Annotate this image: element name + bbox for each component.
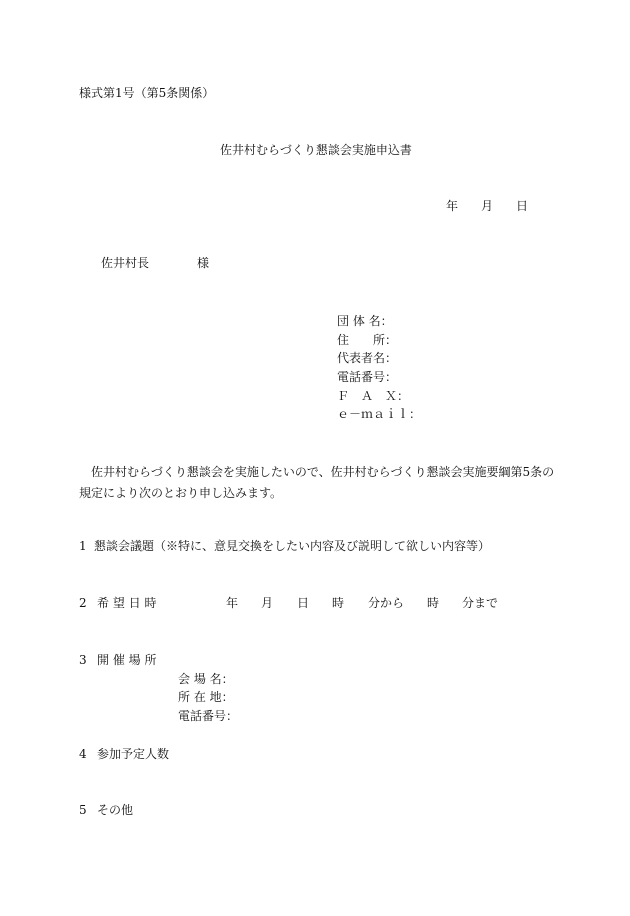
item2-minute-to-label: 分まで: [462, 596, 499, 610]
item2-day-label: 日: [297, 596, 310, 610]
item1-label: 懇談会議題（※特に、意見交換をしたい内容及び説明して欲しい内容等）: [94, 539, 491, 553]
item2-number: 2: [79, 596, 87, 610]
email-label: ｅ－ｍａｉｌ：: [337, 407, 422, 421]
item2-month-label: 月: [261, 596, 274, 610]
item3-number: 3: [79, 653, 87, 667]
addressee-name: 佐井村長: [101, 256, 150, 270]
venue-phone-label: 電話番号：: [178, 709, 239, 723]
date-year-label: 年: [446, 199, 459, 213]
item2-hour-to-label: 時: [427, 596, 440, 610]
item2-minute-from-label: 分から: [368, 596, 405, 610]
item5-number: 5: [79, 803, 87, 817]
item4-number: 4: [79, 747, 87, 761]
phone-label: 電話番号：: [337, 370, 398, 384]
form-number: 様式第1号（第5条関係）: [79, 86, 215, 100]
org-name-label: 団 体 名：: [337, 314, 393, 328]
document-title: 佐井村むらづくり懇談会実施申込書: [220, 143, 412, 157]
representative-label: 代表者名：: [337, 351, 398, 365]
item2-label: 希 望 日 時: [97, 596, 157, 610]
item2-hour-label: 時: [332, 596, 345, 610]
address-label: 住 所：: [337, 333, 398, 347]
item2-year-label: 年: [226, 596, 239, 610]
venue-location-label: 所 在 地：: [178, 690, 234, 704]
fax-label: Ｆ Ａ Ｘ：: [337, 389, 410, 403]
item3-label: 開 催 場 所: [97, 653, 157, 667]
item5-label: その他: [97, 803, 134, 817]
item4-label: 参加予定人数: [97, 747, 170, 761]
date-month-label: 月: [481, 199, 494, 213]
item1-number: 1: [79, 539, 87, 553]
addressee-honorific: 様: [197, 256, 210, 270]
venue-name-label: 会 場 名：: [178, 672, 234, 686]
date-day-label: 日: [516, 199, 529, 213]
body-paragraph: 佐井村むらづくり懇談会を実施したいので、佐井村むらづくり懇談会実施要綱第5条の規定により次のとおり申し込みます。: [79, 465, 555, 500]
